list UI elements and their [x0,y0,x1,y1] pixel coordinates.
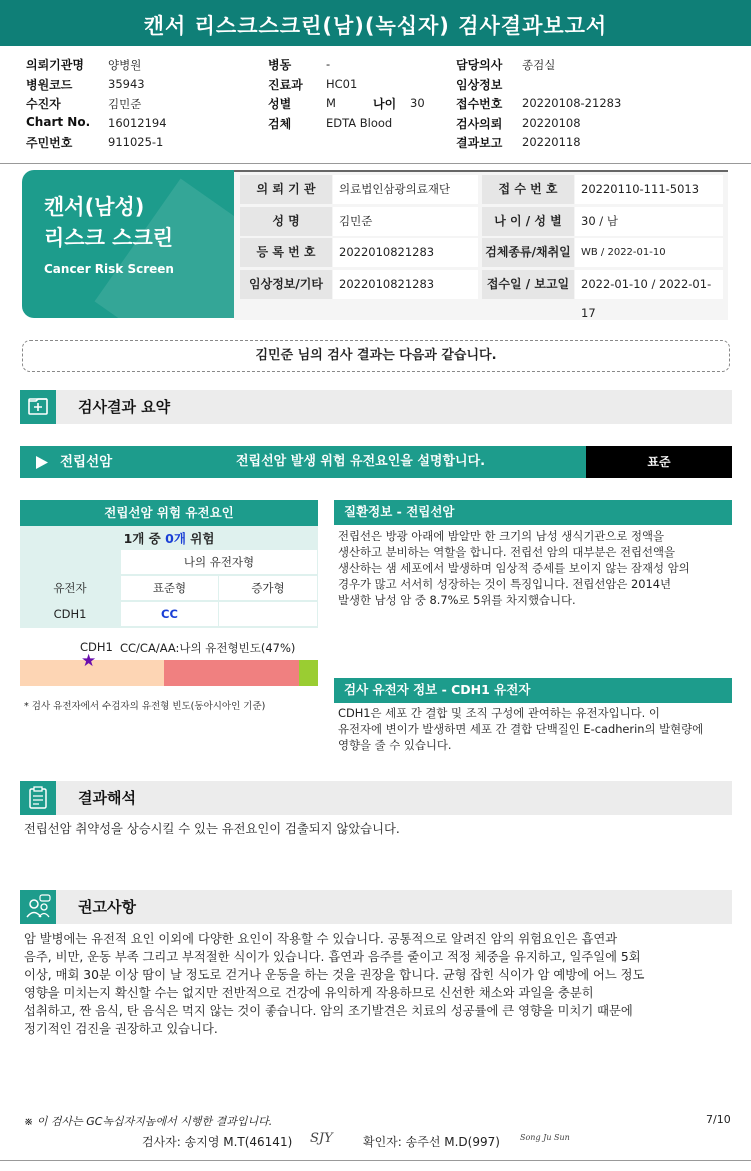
header-row [268,115,468,135]
header-row [26,95,246,115]
play-icon [36,456,48,469]
header-col2 [268,56,468,134]
card-value: 20220110-111-5013 [575,175,723,204]
recommendation-text [24,930,730,1038]
header-label: 진료과 [268,77,303,92]
text-line: CDH1은 세포 간 결합 및 조직 구성에 관여하는 유전자입니다. 이 [338,706,660,720]
col-inc-header: 증가형 [219,576,317,600]
card-value: 김민준 [333,207,478,236]
freq-segment [299,660,318,686]
prostate-status-badge: 표준 [586,446,732,478]
header-label: 성별 [268,97,292,111]
patient-info-table [234,170,728,320]
card-label: 임상정보/기타 [240,270,332,299]
freq-gene: CDH1 [80,640,113,654]
interpretation-section-header [20,781,732,815]
header-col1 [26,56,246,154]
clipboard-icon [20,781,56,815]
card-value: 2022-01-10 / 2022-01-17 [575,270,723,299]
text-line: 생산하고 분비하는 역할을 합니다. 전립선 암의 대부분은 전립선액을 [338,545,676,559]
text-line: 전립선은 방광 아래에 밤알만 한 크기의 남성 생식기관으로 정액을 [338,529,665,543]
text-line: 섭취하고, 짠 음식, 탄 음식은 먹지 않는 것이 좋습니다. 암의 조기발견은 치료의 성공률에 큰 영향을 미치기 때문에 [24,1004,633,1018]
header-value: 20220108 [522,115,581,130]
interpretation-title: 결과해석 [78,789,136,807]
text-line: 음주, 비만, 운동 부족 그리고 부적절한 식이가 있습니다. 흡연과 음주를 줄이고 적정 체중을 유지하고, 일주일에 5회 [24,950,641,964]
text-line: 생산하는 샘 세포에서 발생하며 임상적 증세를 보이지 않는 잠재성 암의 [338,561,690,575]
prostate-name: 전립선암 [60,454,113,470]
summary-title: 검사결과 요약 [78,398,171,416]
header-row [268,76,468,96]
freq-label: CC/CA/AA:나의 유전형빈도(47%) [120,641,296,655]
doctor-consult-icon [20,890,56,924]
confirmer: 확인자: 송주선 M.D(997) [363,1135,500,1149]
header-label: 수진자 [26,97,61,111]
header-label: 접수번호 [456,97,503,111]
prostate-desc: 전립선암 발생 위험 유전요인을 설명합니다. [236,454,486,469]
card-value: 2022010821283 [333,270,478,299]
age-label: 나이 [373,97,397,111]
header-row [456,95,716,115]
freq-segment [164,660,299,686]
card-value: 의료법인삼광의료재단 [333,175,478,204]
card-value: WB / 2022-01-10 [575,238,723,267]
header-col3 [456,56,716,154]
header-value: - [326,57,331,71]
header-value: M [326,96,336,110]
header-row [456,56,716,76]
interpretation-text: 전립선암 취약성을 상승시킬 수 있는 유전요인이 검출되지 않았습니다. [24,822,400,836]
recommendation-title: 권고사항 [78,898,136,916]
header-label: 의뢰기관명 [26,58,84,72]
summary-section-header [20,390,732,424]
col-gene-header: 유전자 [53,581,87,595]
card-label: 성 명 [240,207,332,236]
text-line: 암 발병에는 유전적 요인 이외에 다양한 요인이 작용할 수 있습니다. 공통적으로 알려진 암의 위험요인은 흡연과 [24,932,618,946]
card-label: 등 록 번 호 [240,238,332,267]
product-subtitle: Cancer Risk Screen [44,262,174,276]
medical-folder-icon [20,390,56,424]
text-line: 이상, 매회 30분 이상 땀이 날 정도로 걷거나 운동을 하는 것을 권장을 합니다. 균형 잡힌 식이가 암 예방에 어느 정도 [24,968,645,982]
risk-count: 1개 중 0개 위험 [123,531,215,546]
header-value: 16012194 [108,115,167,130]
header-row [26,76,246,96]
card-label: 접 수 번 호 [482,175,574,204]
gene-inc-cell [219,602,317,626]
header-value: 911025-1 [108,135,164,149]
header-row [26,56,246,76]
header-row [456,134,716,154]
confirmer-signature: Song Ju Sun [520,1133,570,1142]
header-label: 병동 [268,58,292,72]
gene-name: CDH1 [53,607,87,621]
header-label: Chart No. [26,114,91,129]
text-line: 경우가 많고 서서히 성장하는 것이 특징입니다. 전립선암은 2014년 [338,577,672,591]
header-value: 20220118 [522,135,581,149]
footer-note: ※ 이 검사는 GC녹십자지놈에서 시행한 결과입니다. [24,1115,273,1128]
header-value: 20220108-21283 [522,96,622,110]
card-value: 2022010821283 [333,238,478,267]
risk-table [20,526,318,628]
freq-note: * 검사 유전자에서 수검자의 유전형 빈도(동아시아인 기준) [24,701,266,712]
header-label: 병원코드 [26,77,73,92]
gene-info-text [338,705,730,753]
text-line: 유전자에 변이가 발생하면 세포 간 결합 단백질인 E-cadherin의 발현량에 [338,722,704,736]
recommendation-section-header [20,890,732,924]
my-genotype-header: 나의 유전자형 [121,550,317,574]
gene-std-cell: CC [121,602,218,626]
genotype-frequency-bar [20,651,318,686]
header-label: 담당의사 [456,58,503,72]
tester-signature: SJY [310,1131,333,1146]
header-label: 임상정보 [456,77,503,92]
header-label: 검사의뢰 [456,116,503,131]
text-line: 정기적인 검진을 권장하고 있습니다. [24,1022,218,1036]
header-label: 결과보고 [456,136,503,150]
my-genotype-star-icon: ★ [81,651,97,671]
header-value: 양병원 [108,58,142,72]
card-label: 의 뢰 기 관 [240,175,332,204]
footer-divider [0,1160,751,1161]
header-value: 35943 [108,76,145,91]
text-line: 영향을 미치는지 확신할 수는 없지만 전반적으로 건강에 유익하게 작용하므로 신선한 채소와 과일을 충분히 [24,986,594,1000]
age-value: 30 [410,96,425,110]
header-value: HC01 [326,76,358,91]
header-label: 검체 [268,116,292,131]
header-row [456,115,716,135]
header-value: 종검실 [522,58,556,72]
header-divider [0,163,751,164]
text-line: 영향을 줄 수 있습니다. [338,738,452,752]
risk-table-title: 전립선암 위험 유전요인 [20,500,318,526]
report-title: 캔서 리스크스크린(남)(녹십자) 검사결과보고서 [0,0,751,46]
page-number: 7/10 [706,1113,731,1126]
header-row [26,134,246,154]
prostate-result-bar [20,446,586,478]
card-label: 검체종류/채취일 [482,238,574,267]
tester: 검사자: 송지영 M.T(46141) [142,1135,293,1149]
card-value: 30 / 남 [575,207,723,236]
gene-info-title: 검사 유전자 정보 - CDH1 유전자 [334,678,732,702]
result-message: 김민준 님의 검사 결과는 다음과 같습니다. [22,340,730,372]
disease-info-title: 질환정보 - 전립선암 [334,500,732,524]
card-label: 접수일 / 보고일 [482,270,574,299]
disease-info-text [338,528,730,608]
text-line: 발생한 남성 암 중 8.7%로 5위를 차지했습니다. [338,593,576,607]
header-row [26,115,246,135]
header-row [268,56,468,76]
card-label: 나 이 / 성 별 [482,207,574,236]
header-label: 주민번호 [26,136,73,150]
header-value: EDTA Blood [326,115,393,130]
header-value: 김민준 [108,97,142,111]
header-row [268,95,468,115]
header-row [456,76,716,96]
product-title: 캔서(남성) 리스크 스크린 [44,195,174,250]
col-std-header: 표준형 [121,576,218,600]
product-card [22,170,234,318]
